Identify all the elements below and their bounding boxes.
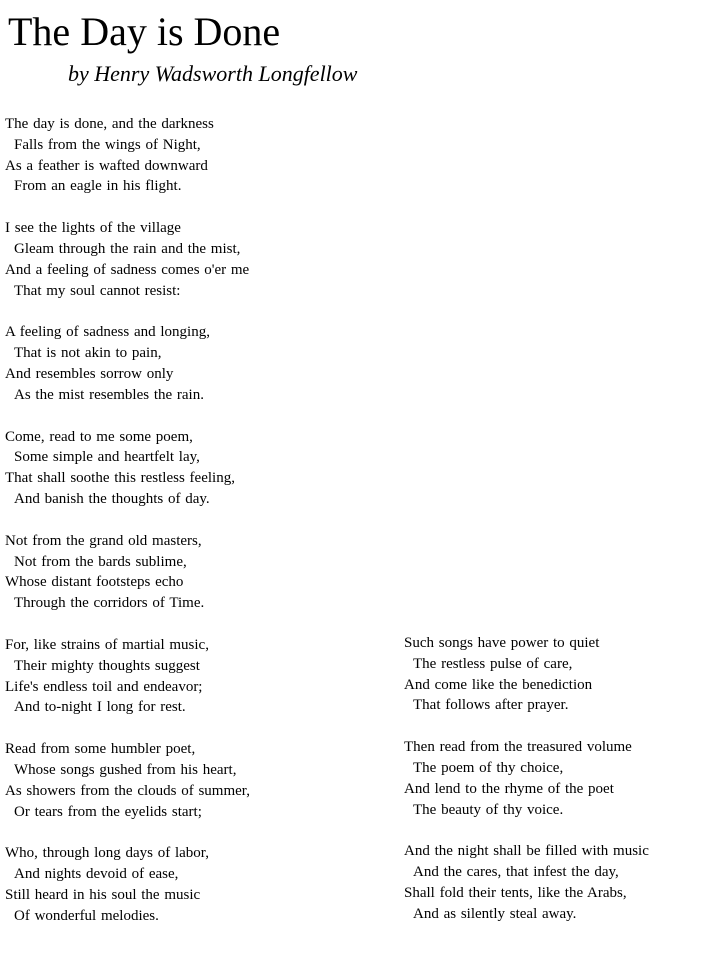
poem-line: Falls from the wings of Night,	[14, 136, 201, 153]
poem-line: Their mighty thoughts suggest	[14, 657, 200, 674]
poem-line: And nights devoid of ease,	[14, 866, 179, 883]
poem-line: And lend to the rhyme of the poet	[404, 780, 614, 797]
poem-line: And to-night I long for rest.	[14, 699, 186, 716]
poem-line: For, like strains of martial music,	[5, 636, 209, 653]
poem-line: Life's endless toil and endeavor;	[5, 678, 203, 695]
stanza	[5, 531, 395, 614]
poem-line: The restless pulse of care,	[413, 655, 573, 672]
stanza	[404, 633, 714, 716]
poem-line: The day is done, and the darkness	[5, 116, 214, 132]
stanza	[5, 322, 395, 405]
poem-line: And the cares, that infest the day,	[413, 864, 619, 881]
poem-line: And come like the benediction	[404, 676, 593, 693]
poem-line: Whose songs gushed from his heart,	[14, 761, 237, 778]
poem-left-column	[5, 114, 395, 948]
poem-line: Come, read to me some poem,	[5, 428, 193, 445]
poem-line: Gleam through the rain and the mist,	[14, 240, 241, 257]
poem-line: Shall fold their tents, like the Arabs,	[404, 884, 627, 901]
poem-right-column	[404, 633, 714, 946]
poem-line: Read from some humbler poet,	[5, 741, 196, 758]
poem-line: The poem of thy choice,	[413, 759, 564, 776]
stanza	[404, 841, 714, 924]
poem-line: Not from the bards sublime,	[14, 553, 187, 570]
stanza	[5, 739, 395, 822]
poem-line: The beauty of thy voice.	[413, 801, 564, 818]
poem-line: As showers from the clouds of summer,	[5, 782, 250, 799]
poem-line: And a feeling of sadness comes o'er me	[5, 261, 250, 278]
poem-line: Or tears from the eyelids start;	[14, 803, 202, 820]
stanza	[5, 843, 395, 926]
poem-line: As a feather is wafted downward	[5, 157, 208, 174]
poem-line: That follows after prayer.	[413, 697, 569, 714]
poem-line: That my soul cannot resist:	[14, 282, 181, 299]
poem-line: A feeling of sadness and longing,	[5, 324, 210, 341]
poem-line: Such songs have power to quiet	[404, 635, 600, 651]
stanza	[5, 427, 395, 510]
poem-line: I see the lights of the village	[5, 220, 181, 237]
stanza	[5, 635, 395, 718]
poem-line: Through the corridors of Time.	[14, 595, 205, 612]
poem-line: And resembles sorrow only	[5, 365, 174, 382]
poem-author: by Henry Wadsworth Longfellow	[68, 61, 358, 86]
stanza	[404, 737, 714, 820]
poem-line: Not from the grand old masters,	[5, 532, 202, 549]
stanza	[5, 114, 395, 197]
stanza	[5, 218, 395, 301]
poem-line: And the night shall be filled with music	[404, 843, 649, 860]
poem-line: From an eagle in his flight.	[14, 178, 182, 195]
poem-line: Of wonderful melodies.	[14, 907, 159, 924]
poem-line: That is not akin to pain,	[14, 345, 162, 362]
poem-line: As the mist resembles the rain.	[14, 386, 204, 403]
poem-line: Whose distant footsteps echo	[5, 574, 184, 591]
poem-title: The Day is Done	[8, 9, 281, 54]
poem-line: Then read from the treasured volume	[404, 739, 632, 756]
poem-line: Who, through long days of labor,	[5, 845, 209, 862]
poem-line: That shall soothe this restless feeling,	[5, 470, 235, 487]
poem-line: Some simple and heartfelt lay,	[14, 449, 200, 466]
poem-line: And banish the thoughts of day.	[14, 490, 210, 507]
poem-line: And as silently steal away.	[413, 905, 577, 922]
poem-line: Still heard in his soul the music	[5, 886, 201, 903]
